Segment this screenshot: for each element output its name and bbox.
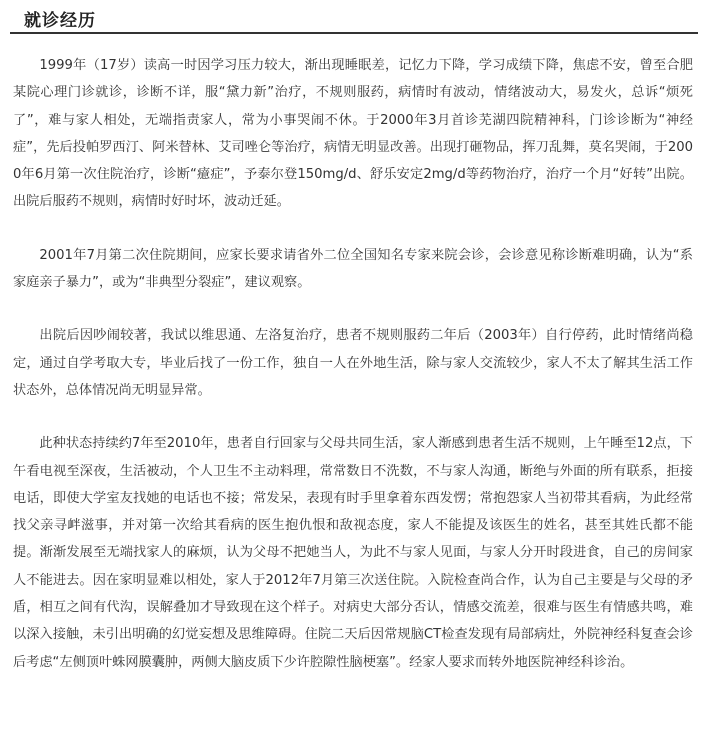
article-body: [13, 52, 693, 702]
heading-underline: [10, 32, 698, 34]
paragraph-4: 此种状态持续约7年至2010年，患者自行回家与父母共同生活，家人渐感到患者生活不规则，上午睡至12点，下午看电视至深夜，生活被动，个人卫生不主动料理，常常数日不洗数，不与家人沟通，断绝与外面的所有联系，拒接电话，即使大学室友找她的电话也不接；常发呆，表现有时手里拿着东西发愣；常抱怨家人当初带其看病，为此经常找父亲寻衅滋事，并对第一次给其看病的医生抱仇恨和敌视态度，家人不能提及该医生的姓名，甚至其姓氏都不能提。渐渐发展至无端找家人的麻烦，认为父母不把她当人，为此不与家人见面，与家人分开时段进食，自己的房间家人不能进去。因在家明显难以相处，家人于2012年7月第三次送住院。入院检查尚合作，认为自己主要是与父母的矛盾，相互之间有代沟，误解叠加才导致现在这个样子。对病史大部分否认，情感交流差，很难与医生有情感共鸣，难以深入接触，未引出明确的幻觉妄想及思维障碍。住院二天后因常规脑CT检查发现有局部病灶，外院神经科复查会诊后考虑“左侧顶叶蛛网膜囊肿，两侧大脑皮质下少许腔隙性脑梗塞”。经家人要求而转外地医院神经科诊治。: [13, 436, 693, 670]
paragraph-3: 出院后因吵闹较著，我试以维思通、左洛复治疗，患者不规则服药二年后（2003年）自行停药，此时情绪尚稳定，通过自学考取大专，毕业后找了一份工作，独自一人在外地生活，除与家人交流较少，家人不太了解其生活工作状态外，总体情况尚无明显异常。: [13, 328, 693, 398]
paragraph-2: 2001年7月第二次住院期间，应家长要求请省外二位全国知名专家来院会诊，会诊意见称诊断难明确，认为“系家庭亲子暴力”，或为“非典型分裂症”，建议观察。: [13, 247, 693, 291]
paragraph-1: 1999年（17岁）读高一时因学习压力较大，渐出现睡眠差，记忆力下降，学习成绩下降，焦虑不安，曾至合肥某院心理门诊就诊，诊断不详，服“黛力新”治疗，不规则服药，病情时有波动，情绪波动大，易发火，总诉“烦死了”，难与家人相处，无端指责家人，常为小事哭闹不休。于2000年3月首诊芜湖四院精神科，门诊诊断为“神经症”，先后投帕罗西汀、阿米替林、艾司唑仑等治疗，病情无明显改善。出现打砸物品，挥刀乱舞，莫名哭闹，于2000年6月第一次住院治疗，诊断“癔症”，予泰尔登150mg/d、舒乐安定2mg/d等药物治疗，治疗一个月“好转”出院。出院后服药不规则，病情时好时坏，波动迁延。: [13, 58, 693, 210]
section-title: 就诊经历: [24, 11, 96, 31]
section-heading: [10, 0, 705, 34]
